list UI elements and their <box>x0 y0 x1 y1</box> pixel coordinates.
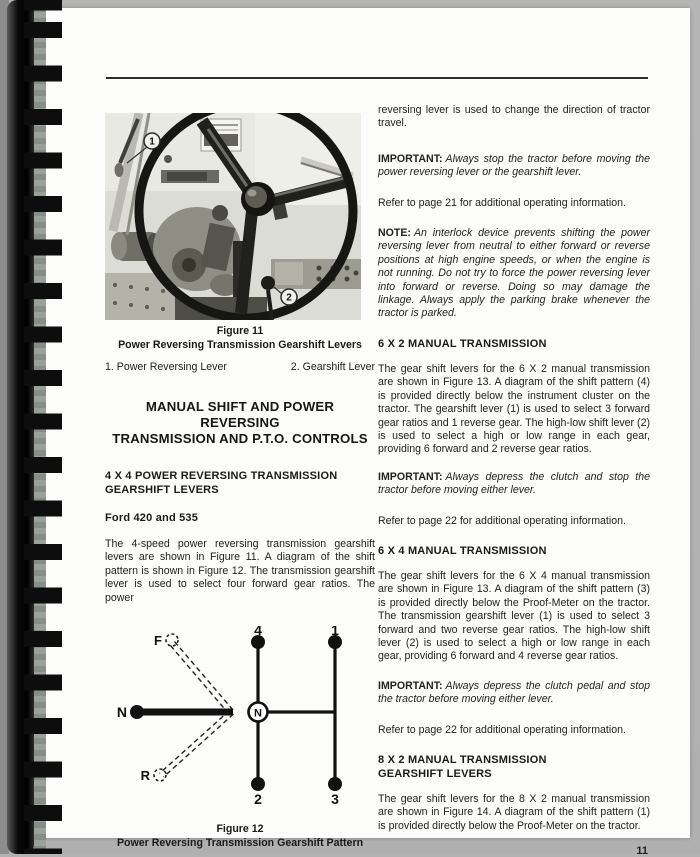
heading-8x2-line2: GEARSHIFT LEVERS <box>378 768 492 780</box>
gear2-node <box>251 777 265 791</box>
paragraph-6x2: The gear shift levers for the 6 X 2 manual transmission are shown in Figure 13. A diagram of the shift pattern (4) is provided directly below the instrument cluster on the tractor. The gearshift lever (1) is used to select 3 forward gear ratios and 1 reverse gear. The high-low shift lever (2) is used to select a high or low range in each gear, providing 6 forward and 2 reverse gear ratios. <box>378 362 650 456</box>
label-forward: F <box>154 633 162 649</box>
note-text: An interlock device prevents shifting the power reversing lever from neutral to either forward or reverse positions at high engine speeds, or when the engine is not running. Do not try to force the power reversing lever into forward or reverse. Doing so may damage the linkage. Always apply the parking brake whenever the tractor is parked. <box>378 227 650 320</box>
paragraph-8x2: The gear shift levers for the 8 X 2 manual transmission are shown in Figure 14. A diagram of the shift pattern (1) is provided directly below the Proof-Meter on the tractor. <box>378 793 650 832</box>
refer-page-21: Refer to page 21 for additional operating information. <box>378 196 626 209</box>
note-label: NOTE: <box>378 227 411 240</box>
refer-page-22b: Refer to page 22 for additional operating information. <box>378 723 626 736</box>
gearshift-pattern <box>249 626 343 807</box>
heading-6x2: 6 X 2 MANUAL TRANSMISSION <box>378 337 547 350</box>
label-gear1: 1 <box>331 626 339 639</box>
label-neutral-center: N <box>254 707 262 720</box>
figure11-legend <box>105 361 375 373</box>
right-column <box>378 104 650 857</box>
important-label: IMPORTANT: <box>378 470 443 483</box>
legend-item-2: 2. Gearshift Lever <box>290 361 375 373</box>
figure12-caption-line2: Power Reversing Transmission Gearshift Pattern <box>116 836 364 849</box>
paragraph-reversing-lever: reversing lever is used to change the direction of tractor travel. <box>378 104 650 130</box>
important-text: Always stop the tractor before moving the power reversing lever or the gearshift lever. <box>378 152 650 179</box>
figure12-caption-line1: Figure 12 <box>216 823 264 836</box>
svg-text:1: 1 <box>149 136 155 148</box>
section-main-heading <box>105 399 375 447</box>
gear3-node <box>328 777 342 791</box>
main-heading-line1: MANUAL SHIFT AND POWER REVERSING <box>145 399 335 430</box>
top-rule <box>106 77 648 79</box>
svg-text:2: 2 <box>286 292 292 304</box>
refer-page-22a: Refer to page 22 for additional operating information. <box>378 514 626 527</box>
reverse-position-node <box>154 769 166 781</box>
important-note-1 <box>378 153 650 180</box>
reversing-pattern <box>117 633 234 783</box>
subheading-line2: GEARSHIFT LEVERS <box>105 484 219 496</box>
label-reverse: R <box>140 768 150 784</box>
important-note-3 <box>378 680 650 707</box>
figure12-shift-pattern-diagram <box>105 626 373 818</box>
heading-8x2-line1: 8 X 2 MANUAL TRANSMISSION <box>378 754 547 766</box>
paragraph-4x4: The 4-speed power reversing transmission gearshift levers are shown in Figure 11. A diagram of the shift pattern is shown in Figure 12. The transmission gearshift lever is used to select four forward gear ratios. The power <box>105 538 375 604</box>
main-heading-line2: TRANSMISSION AND P.T.O. CONTROLS <box>112 431 368 446</box>
important-note-2 <box>378 471 650 498</box>
manual-page <box>38 8 690 857</box>
left-column <box>105 113 375 850</box>
label-gear4: 4 <box>254 626 262 639</box>
figure11-photo <box>105 113 361 320</box>
interlock-note <box>378 227 650 321</box>
heading-6x4: 6 X 4 MANUAL TRANSMISSION <box>378 544 547 557</box>
subheading-line1: 4 X 4 POWER REVERSING TRANSMISSION <box>105 470 338 482</box>
instrument-bar <box>161 170 219 183</box>
bolt <box>164 155 172 163</box>
heading-8x2 <box>378 753 650 781</box>
important-text: Always depress the clutch pedal and stop the tractor before moving either lever. <box>378 679 650 706</box>
spiral-binding-teeth <box>24 0 62 854</box>
side-panel <box>271 259 361 289</box>
figure12-caption <box>105 823 375 850</box>
label-neutral-left: N <box>116 704 127 721</box>
important-text: Always depress the clutch and stop the tractor before moving either lever. <box>378 470 650 497</box>
figure11-caption <box>105 325 375 352</box>
paragraph-6x4: The gear shift levers for the 6 X 4 manual transmission are shown in Figure 13. A diagram of the shift pattern (3) is provided directly below the Proof-Meter on the tractor. The transmission gearshift lever (1) is used to select 3 forward and two reverse gear ratios. The high-low shift lever (2) is used to select a high or low range in each gear, providing 6 forward and 4 reverse gear ratios. <box>378 569 650 663</box>
model-line: Ford 420 and 535 <box>105 512 199 524</box>
subsection-heading-4x4 <box>105 469 375 497</box>
label-gear3: 3 <box>331 791 339 808</box>
figure11-caption-line2: Power Reversing Transmission Gearshift Levers <box>118 338 362 351</box>
steering-wheel-photo-illustration <box>105 113 361 320</box>
legend-item-1: 1. Power Reversing Lever <box>105 361 227 373</box>
figure11-caption-line1: Figure 11 <box>216 325 264 337</box>
label-gear2: 2 <box>254 791 262 808</box>
important-label: IMPORTANT: <box>378 679 443 692</box>
important-label: IMPORTANT: <box>378 152 443 165</box>
page-number: 11 <box>636 845 648 857</box>
